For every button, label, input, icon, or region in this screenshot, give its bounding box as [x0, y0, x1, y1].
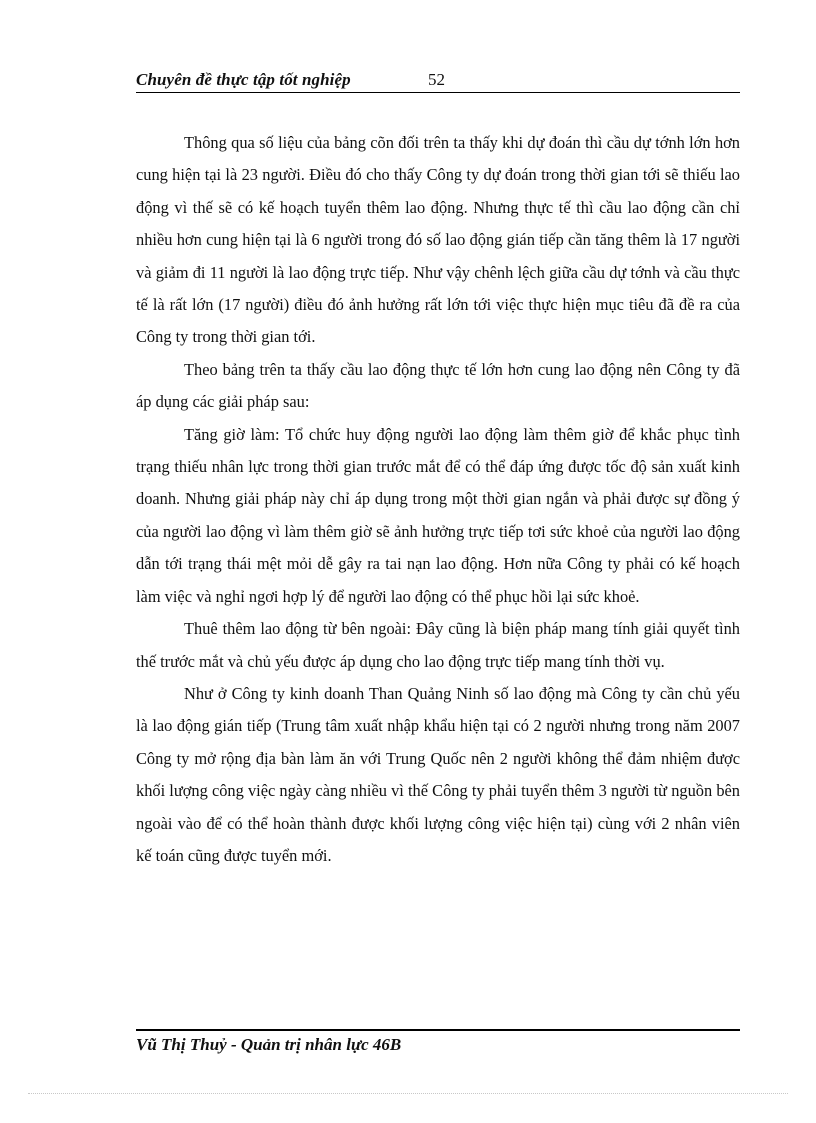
paragraph-external-hiring: Thuê thêm lao động từ bên ngoài: Đây cũng là biện pháp mang tính giải quyết tình thế trước mắt và chủ yếu được áp dụng cho lao động trực tiếp mang tính thời vụ.	[136, 619, 740, 671]
body-text	[136, 127, 740, 872]
header-divider	[136, 92, 740, 93]
paragraph-forecast-analysis: Thông qua số liệu của bảng cõn đối trên ta thấy khi dự đoán thì cầu dự tớnh lớn hơn cung hiện tại là 23 người. Điều đó cho thấy Công ty dự đoán trong thời gian tới sẽ thiếu lao động vì thế sẽ có kế hoạch tuyển thêm lao động. Nhưng thực tế thì cầu lao động cần chỉ nhiều hơn cung hiện tại là 6 người trong đó số lao động gián tiếp cần tăng thêm là 17 người và giảm đi 11 người là lao động trực tiếp. Như vậy chênh lệch giữa cầu dự tớnh và cầu thực tế là rất lớn (17 người) điều đó ảnh hưởng rất lớn tới việc thực hiện mục tiêu đã đề ra của Công ty trong thời gian tới.	[136, 133, 740, 347]
paragraph-company-example: Như ở Công ty kinh doanh Than Quảng Ninh số lao động mà Công ty cần chủ yếu là lao động gián tiếp (Trung tâm xuất nhập khẩu hiện tại có 2 người nhưng trong năm 2007 Công ty mở rộng địa bàn làm ăn với Trung Quốc nên 2 người không thể đảm nhiệm được khối lượng công việc ngày càng nhiều vì thế Công ty phải tuyển thêm 3 người từ nguồn bên ngoài vào để có thể hoàn thành được khối lượng công việc hiện tại) cùng với 2 nhân viên kế toán cũng được tuyển mới.	[136, 683, 740, 865]
paragraph-solutions-intro: Theo bảng trên ta thấy cầu lao động thực tế lớn hơn cung lao động nên Công ty đã áp dụng các giải pháp sau:	[136, 359, 740, 412]
page-number: 52	[428, 70, 445, 89]
page-header	[136, 70, 740, 94]
paragraph-overtime: Tăng giờ làm: Tổ chức huy động người lao động làm thêm giờ để khắc phục tình trạng thiếu nhân lực trong thời gian trước mắt để có thể đáp ứng được tốc độ sản xuất kinh doanh. Nhưng giải pháp này chỉ áp dụng trong một thời gian ngắn và phải được sự đồng ý của người lao động vì làm thêm giờ sẽ ảnh hưởng trực tiếp tơi sức khoẻ của người lao động dẫn tới trạng thái mệt mỏi dễ gây ra tai nạn lao động. Hơn nữa Công ty phải có kế hoạch làm việc và nghỉ ngơi hợp lý để người lao động có thể phục hồi lại sức khoẻ.	[136, 424, 740, 606]
page-bottom-edge	[28, 1093, 788, 1094]
footer-divider	[136, 1029, 740, 1031]
footer-author: Vũ Thị Thuỷ - Quản trị nhân lực 46B	[136, 1035, 402, 1054]
document-title: Chuyên đề thực tập tốt nghiệp	[136, 70, 351, 89]
